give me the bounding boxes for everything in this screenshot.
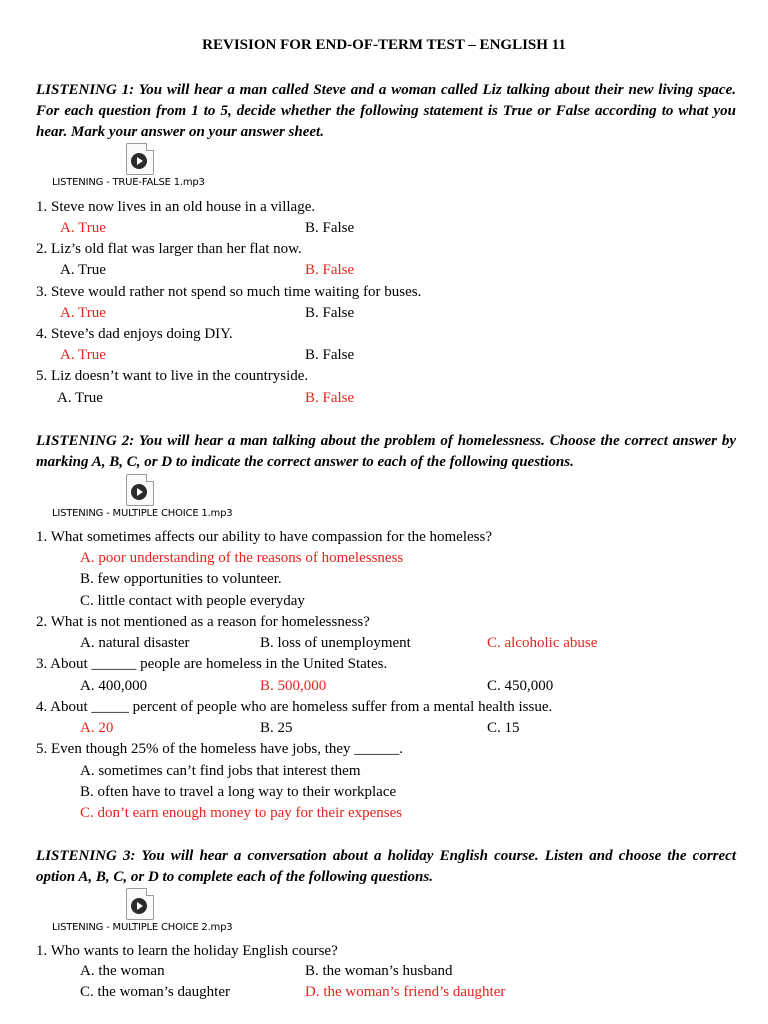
l1-q4-option-a: A. True — [60, 347, 106, 363]
l1-q1-option-a: A. True — [60, 220, 106, 236]
l2-q2-option-a: A. natural disaster — [80, 635, 190, 651]
l3-question-1: 1. Who wants to learn the holiday English course? — [36, 943, 338, 959]
l1-q2-option-a: A. True — [60, 262, 106, 278]
l2-q3-option-a: A. 400,000 — [80, 678, 148, 694]
l2-question-1: 1. What sometimes affects our ability to have compassion for the homeless? — [36, 529, 492, 545]
l1-q5-option-b: B. False — [305, 390, 355, 406]
l2-q5-option-a: A. sometimes can’t find jobs that interest them — [80, 763, 361, 779]
l1-question-2: 2. Liz’s old flat was larger than her flat now. — [36, 241, 302, 257]
l1-q4-option-b: B. False — [305, 347, 355, 363]
l3-q1-option-a: A. the woman — [80, 963, 165, 979]
l3-q1-option-c: C. the woman’s daughter — [80, 984, 230, 1000]
l2-q3-option-c: C. 450,000 — [487, 678, 554, 694]
l2-question-3: 3. About ______ people are homeless in the United States. — [36, 656, 388, 672]
listening-1-instruction: LISTENING 1: You will hear a man called Steve and a woman called Liz talking about their new living space. For each question from 1 to 5, decide whether the following statement is True or False according to what you hear. Mark your answer on your answer sheet. — [36, 82, 736, 140]
l2-q5-option-b: B. often have to travel a long way to their workplace — [80, 784, 397, 800]
l1-q3-option-b: B. False — [305, 305, 355, 321]
l1-question-1: 1. Steve now lives in an old house in a village. — [36, 199, 316, 215]
attachment-filename: LISTENING - MULTIPLE CHOICE 2.mp3 — [52, 922, 233, 933]
l3-q1-option-d: D. the woman’s friend’s daughter — [305, 984, 506, 1000]
l2-q2-option-b: B. loss of unemployment — [260, 635, 411, 651]
attachment-filename: LISTENING - MULTIPLE CHOICE 1.mp3 — [52, 508, 233, 519]
audio-file-icon[interactable] — [126, 888, 154, 920]
l2-q4-option-b: B. 25 — [260, 720, 293, 736]
l1-question-4: 4. Steve’s dad enjoys doing DIY. — [36, 326, 233, 342]
l1-q1-option-b: B. False — [305, 220, 355, 236]
audio-file-icon[interactable] — [126, 474, 154, 506]
page-title: REVISION FOR END-OF-TERM TEST – ENGLISH 11 — [202, 37, 566, 53]
l1-question-5: 5. Liz doesn’t want to live in the countryside. — [36, 368, 309, 384]
l1-q2-option-b: B. False — [305, 262, 355, 278]
l2-q4-option-c: C. 15 — [487, 720, 520, 736]
l2-q4-option-a: A. 20 — [80, 720, 114, 736]
l2-q1-option-c: C. little contact with people everyday — [80, 593, 305, 609]
attachment-filename: LISTENING - TRUE-FALSE 1.mp3 — [52, 177, 205, 188]
audio-file-icon[interactable] — [126, 143, 154, 175]
l2-q1-option-a: A. poor understanding of the reasons of homelessness — [80, 550, 404, 566]
l2-question-2: 2. What is not mentioned as a reason for homelessness? — [36, 614, 370, 630]
l1-q3-option-a: A. True — [60, 305, 106, 321]
l1-question-3: 3. Steve would rather not spend so much time waiting for buses. — [36, 284, 422, 300]
play-icon — [131, 898, 147, 914]
listening-2-instruction: LISTENING 2: You will hear a man talking about the problem of homelessness. Choose the correct answer by marking A, B, C, or D to indicate the correct answer to each of the following questions. — [36, 433, 736, 470]
play-icon — [131, 484, 147, 500]
l1-q5-option-a: A. True — [57, 390, 103, 406]
l2-question-5: 5. Even though 25% of the homeless have jobs, they ______. — [36, 741, 404, 757]
l2-q2-option-c: C. alcoholic abuse — [487, 635, 598, 651]
l2-q5-option-c: C. don’t earn enough money to pay for their expenses — [80, 805, 403, 821]
l2-q3-option-b: B. 500,000 — [260, 678, 327, 694]
l2-q1-option-b: B. few opportunities to volunteer. — [80, 571, 282, 587]
l2-question-4: 4. About _____ percent of people who are homeless suffer from a mental health issue. — [36, 699, 553, 715]
play-icon — [131, 153, 147, 169]
l3-q1-option-b: B. the woman’s husband — [305, 963, 453, 979]
listening-3-instruction: LISTENING 3: You will hear a conversation about a holiday English course. Listen and choose the correct option A, B, C, or D to complete each of the following questions. — [36, 848, 736, 885]
